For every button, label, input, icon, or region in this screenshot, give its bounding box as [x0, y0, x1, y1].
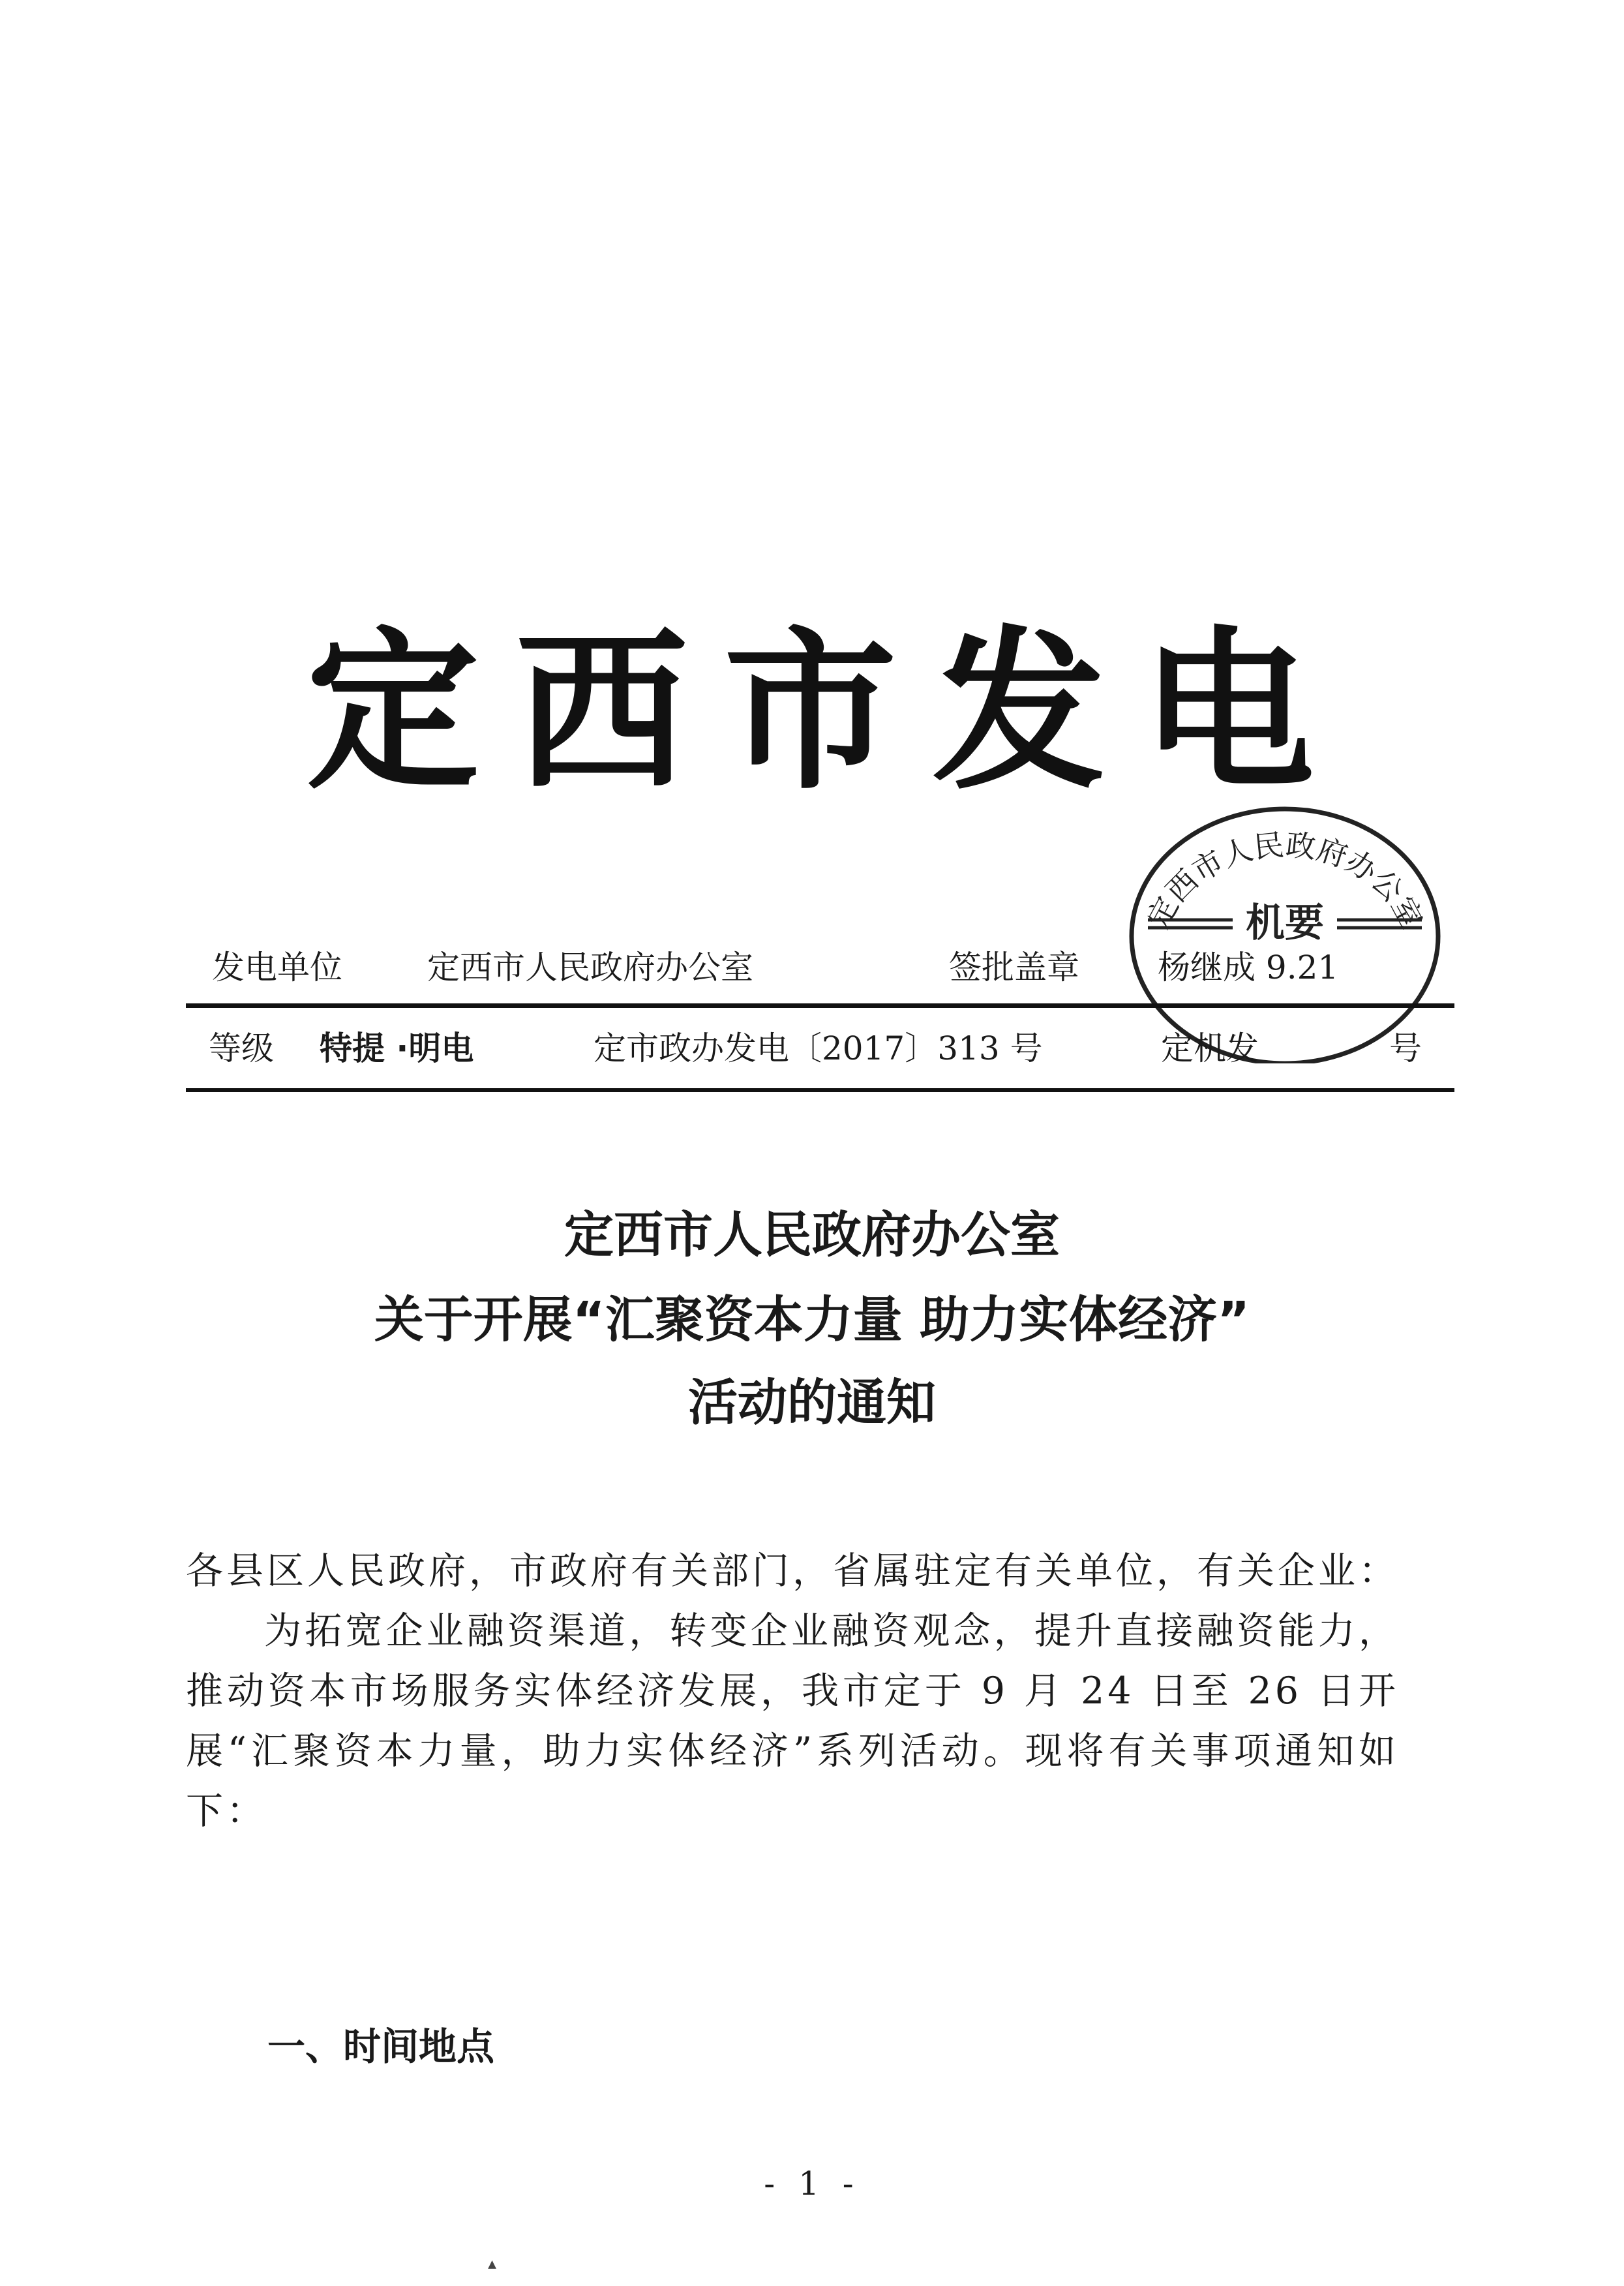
body-paragraph: 为拓宽企业融资渠道，转变企业融资观念，提升直接融资能力，推动资本市场服务实体经济发展，我市定于 9 月 24 日至 26 日开展“汇聚资本力量，助力实体经济”系列活动。现将有关事项通知如下： [186, 1609, 1399, 1833]
stamp-inner-text: 机要 [1246, 900, 1324, 946]
sender-label: 发电单位 [212, 949, 342, 986]
grade-label: 等级 [209, 1029, 274, 1067]
machine-number-suffix: 号 [1389, 1029, 1422, 1067]
approval-label: 签批盖章 [949, 949, 1079, 986]
sender-value: 定西市人民政府办公室 [427, 949, 753, 986]
page-number: - 1 - [764, 2165, 860, 2202]
header-divider-top [186, 1003, 1454, 1008]
notice-title-line3: 活动的通知 [688, 1373, 936, 1431]
approval-value: 杨继成 9.21 [1158, 949, 1339, 986]
masthead-title: 定西市发电 [307, 612, 1350, 813]
official-seal-stamp [1109, 789, 1461, 1067]
notice-title-line1: 定西市人民政府办公室 [564, 1206, 1060, 1264]
section-heading: 一、时间地点 [267, 2024, 495, 2069]
stamp-outer-text: 定西市人民政府办公室 [1139, 827, 1430, 934]
notice-title-line2: 关于开展“汇聚资本力量 助力实体经济” [374, 1290, 1250, 1349]
header-divider-bottom [186, 1088, 1454, 1092]
grade-value: 特提 ·明电 [320, 1029, 474, 1067]
scan-speck: ▴ [488, 2254, 497, 2274]
salutation: 各县区人民政府，市政府有关部门，省属驻定有关单位，有关企业： [186, 1549, 1399, 1593]
document-number: 定市政办发电〔2017〕313 号 [594, 1029, 1043, 1067]
machine-number-label: 定机发 [1161, 1029, 1259, 1067]
notice-body [186, 1541, 1399, 1841]
